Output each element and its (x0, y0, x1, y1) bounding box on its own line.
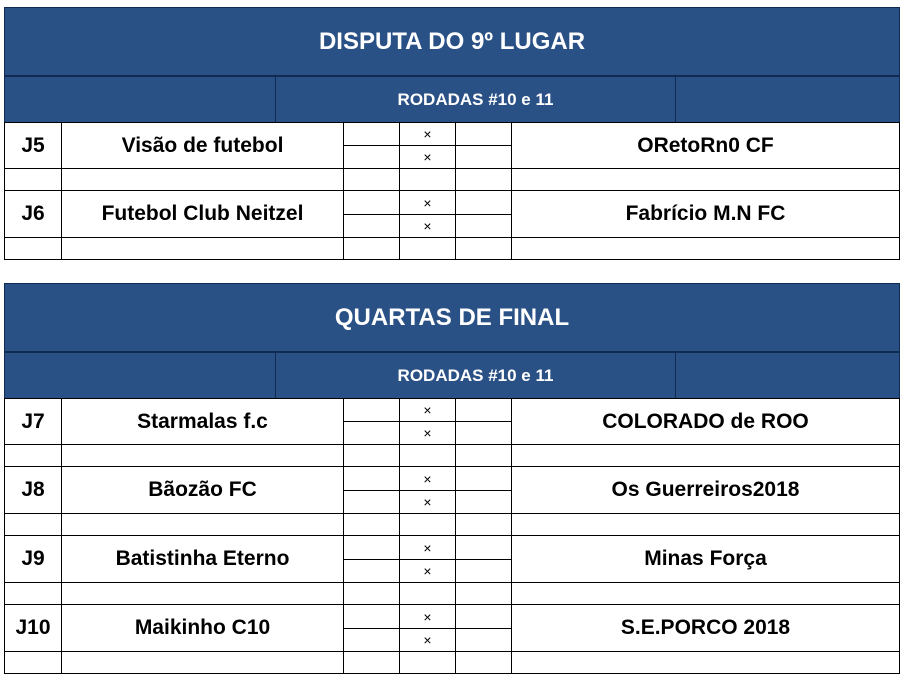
spacer-cell (343, 168, 400, 191)
match-id: J8 (4, 466, 62, 514)
subheader-left (4, 352, 276, 399)
home-score-2 (343, 628, 400, 652)
versus-mark: × (399, 122, 456, 146)
versus-mark: × (399, 559, 456, 583)
spacer-cell (343, 237, 400, 260)
section-title: QUARTAS DE FINAL (4, 283, 900, 352)
spacer-cell (4, 168, 62, 191)
spacer-cell (61, 444, 344, 467)
spacer-cell (4, 237, 62, 260)
section-quartas (4, 283, 900, 674)
home-score-1 (343, 466, 400, 491)
section-disputa (4, 7, 900, 260)
subheader-right (675, 76, 900, 123)
home-team: Batistinha Eterno (61, 535, 344, 583)
spacer-cell (4, 582, 62, 605)
home-score-2 (343, 214, 400, 238)
away-score-2 (455, 145, 512, 169)
away-score-2 (455, 214, 512, 238)
away-team: S.E.PORCO 2018 (511, 604, 900, 652)
home-score-1 (343, 122, 400, 146)
subheader-left (4, 76, 276, 123)
spacer-cell (61, 237, 344, 260)
spacer-cell (399, 651, 456, 674)
home-score-1 (343, 398, 400, 422)
away-score-1 (455, 466, 512, 491)
spacer-cell (511, 237, 900, 260)
spacer-cell (4, 444, 62, 467)
away-score-2 (455, 628, 512, 652)
spacer-cell (61, 651, 344, 674)
away-team: Minas Força (511, 535, 900, 583)
spacer-cell (343, 651, 400, 674)
spacer-cell (4, 513, 62, 536)
home-score-2 (343, 421, 400, 445)
section-title: DISPUTA DO 9º LUGAR (4, 7, 900, 76)
home-team: Maikinho C10 (61, 604, 344, 652)
home-team: Visão de futebol (61, 122, 344, 169)
home-team: Starmalas f.c (61, 398, 344, 445)
home-score-1 (343, 190, 400, 215)
versus-mark: × (399, 398, 456, 422)
away-score-2 (455, 559, 512, 583)
spacer-cell (343, 513, 400, 536)
match-id: J9 (4, 535, 62, 583)
spacer-cell (61, 513, 344, 536)
spacer-cell (455, 444, 512, 467)
versus-mark: × (399, 535, 456, 560)
spacer-cell (455, 651, 512, 674)
spacer-cell (343, 582, 400, 605)
versus-mark: × (399, 145, 456, 169)
spacer-cell (511, 513, 900, 536)
spacer-cell (511, 168, 900, 191)
subheader-rounds: RODADAS #10 e 11 (275, 352, 676, 399)
home-team: Bãozão FC (61, 466, 344, 514)
match-id: J5 (4, 122, 62, 169)
subheader-right (675, 352, 900, 399)
spacer-cell (399, 513, 456, 536)
versus-mark: × (399, 421, 456, 445)
spacer-cell (511, 651, 900, 674)
away-score-1 (455, 122, 512, 146)
away-team: ORetoRn0 CF (511, 122, 900, 169)
match-id: J6 (4, 190, 62, 238)
home-score-2 (343, 490, 400, 514)
versus-mark: × (399, 490, 456, 514)
spacer-cell (455, 237, 512, 260)
spacer-cell (343, 444, 400, 467)
versus-mark: × (399, 466, 456, 491)
home-score-2 (343, 559, 400, 583)
away-team: COLORADO de ROO (511, 398, 900, 445)
spacer-cell (4, 651, 62, 674)
spacer-cell (399, 168, 456, 191)
away-team: Os Guerreiros2018 (511, 466, 900, 514)
match-id: J10 (4, 604, 62, 652)
spacer-cell (455, 513, 512, 536)
away-score-2 (455, 490, 512, 514)
versus-mark: × (399, 628, 456, 652)
home-team: Futebol Club Neitzel (61, 190, 344, 238)
match-id: J7 (4, 398, 62, 445)
away-score-1 (455, 535, 512, 560)
home-score-1 (343, 535, 400, 560)
home-score-1 (343, 604, 400, 629)
versus-mark: × (399, 604, 456, 629)
away-score-1 (455, 398, 512, 422)
away-team: Fabrício M.N FC (511, 190, 900, 238)
spacer-cell (511, 444, 900, 467)
versus-mark: × (399, 214, 456, 238)
away-score-2 (455, 421, 512, 445)
spacer-cell (511, 582, 900, 605)
spacer-cell (61, 582, 344, 605)
away-score-1 (455, 190, 512, 215)
away-score-1 (455, 604, 512, 629)
spacer-cell (61, 168, 344, 191)
spacer-cell (455, 582, 512, 605)
spacer-cell (455, 168, 512, 191)
spacer-cell (399, 237, 456, 260)
subheader-rounds: RODADAS #10 e 11 (275, 76, 676, 123)
spacer-cell (399, 582, 456, 605)
home-score-2 (343, 145, 400, 169)
versus-mark: × (399, 190, 456, 215)
spacer-cell (399, 444, 456, 467)
